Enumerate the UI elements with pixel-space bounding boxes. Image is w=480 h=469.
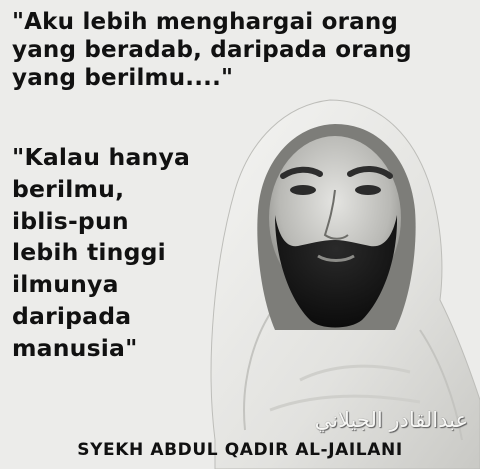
quote-top-line: yang berilmu...."	[12, 65, 234, 91]
author-caption: SYEKH ABDUL QADIR AL-JAILANI	[77, 440, 403, 460]
quote-main-line: lebih tinggi	[12, 238, 166, 267]
arabic-signature: عبدالقادر الجيلاني	[314, 408, 468, 432]
quote-main-line: berilmu,	[12, 174, 125, 203]
quote-main-line: iblis-pun	[12, 206, 129, 235]
quote-top	[12, 11, 412, 95]
quote-main-line: ilmunya	[12, 270, 119, 299]
quote-top-line: yang beradab, daripada orang	[12, 37, 412, 63]
quote-main-line: manusia"	[12, 333, 138, 362]
quote-main-line: daripada	[12, 301, 132, 330]
quote-main-line: "Kalau hanya	[12, 143, 191, 171]
quote-top-line: "Aku lebih menghargai orang	[12, 9, 399, 35]
quote-main	[12, 143, 191, 369]
